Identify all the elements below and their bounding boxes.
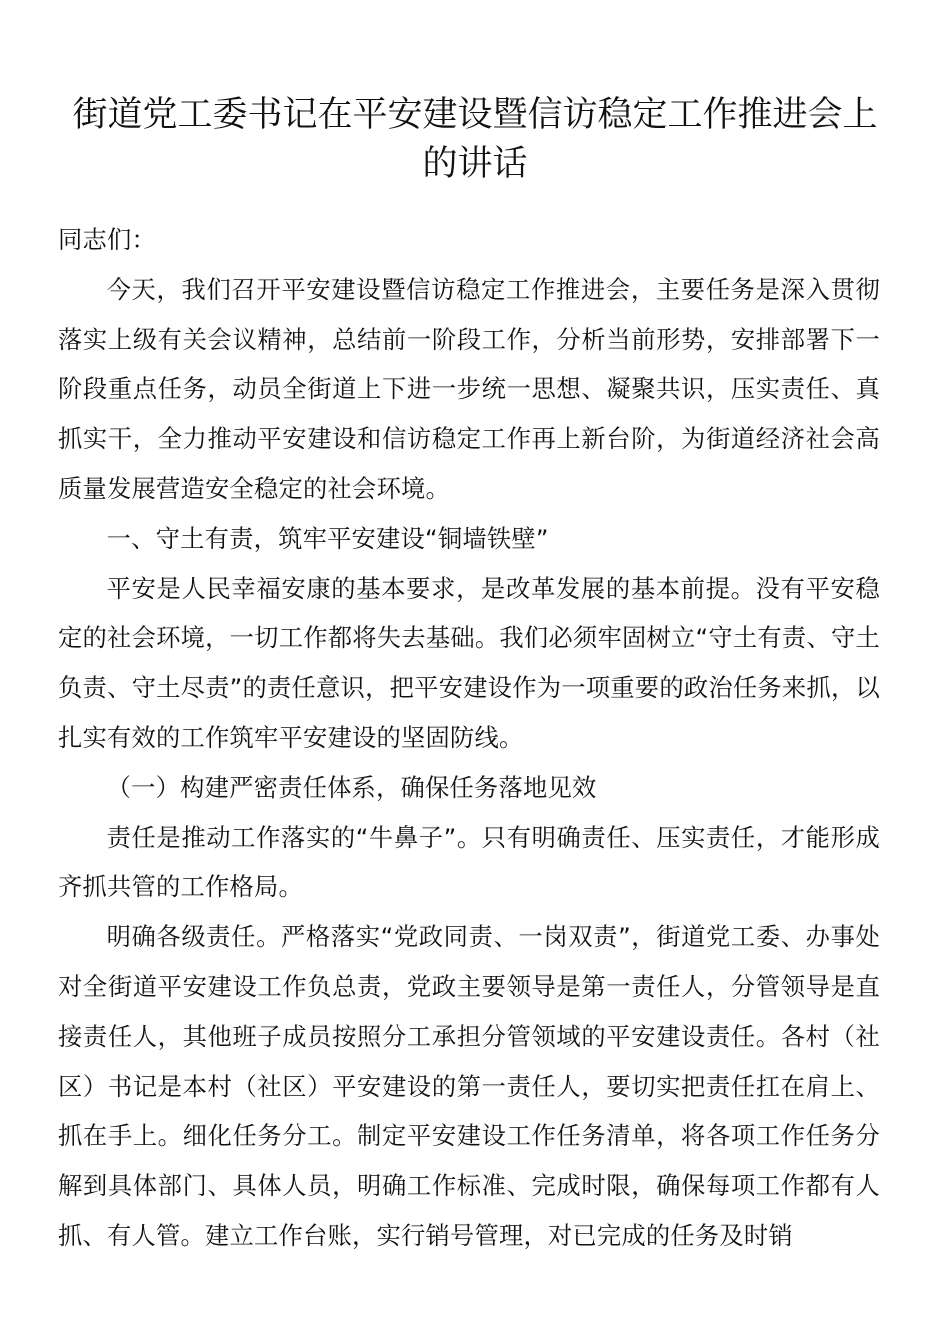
section-heading-1: 一、守土有责，筑牢平安建设“铜墙铁壁” bbox=[106, 523, 549, 553]
paragraph-duties: 明确各级责任。严格落实“党政同责、一岗双责”，街道党工委、办事处对全街道平安建设工作负总责，党政主要领导是第一责任人，分管领导是直接责任人，其他班子成员按照分工承担分管领域的平安建设责任。各村（社区）书记是本村（社区）平安建设的第一责任人，要切实把责任扛在肩上、抓在手上。细化任务分工。制定平安建设工作任务清单，将各项工作任务分解到具体部门、具体人员，明确工作标准、完成时限，确保每项工作都有人抓、有人管。建立工作台账，实行销号管理，对已完成的任务及时销 bbox=[58, 922, 880, 1250]
paragraph-responsibility: 责任是推动工作落实的“牛鼻子”。只有明确责任、压实责任，才能形成齐抓共管的工作格局。 bbox=[58, 822, 880, 902]
salutation: 同志们： bbox=[58, 225, 156, 254]
paragraph-intro: 今天，我们召开平安建设暨信访稳定工作推进会，主要任务是深入贯彻落实上级有关会议精神，总结前一阶段工作，分析当前形势，安排部署下一阶段重点任务，动员全街道上下进一步统一思想、凝聚共识，压实责任、真抓实干，全力推动平安建设和信访稳定工作再上新台阶，为街道经济社会高质量发展营造安全稳定的社会环境。 bbox=[58, 274, 880, 503]
document-title: 街道党工委书记在平安建设暨信访稳定工作推进会上的讲话 bbox=[72, 95, 878, 185]
subsection-heading-1: （一）构建严密责任体系，确保任务落地见效 bbox=[106, 772, 597, 802]
paragraph-section-1: 平安是人民幸福安康的基本要求，是改革发展的基本前提。没有平安稳定的社会环境，一切工作都将失去基础。我们必须牢固树立“守土有责、守土负责、守土尽责”的责任意识，把平安建设作为一项重要的政治任务来抓，以扎实有效的工作筑牢平安建设的坚固防线。 bbox=[58, 573, 880, 752]
document-body bbox=[58, 215, 880, 1261]
